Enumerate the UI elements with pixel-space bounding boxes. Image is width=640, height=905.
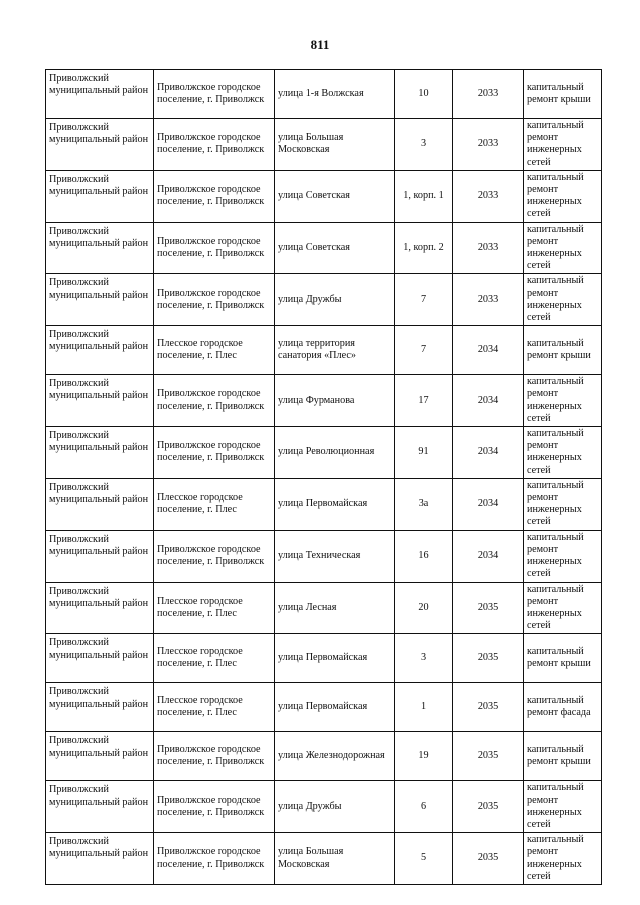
year-cell: 2033 (453, 274, 524, 326)
page-number: 811 (310, 37, 330, 52)
district-cell: Приволжский муниципальный район (46, 170, 154, 222)
street-cell: улица Первомайская (275, 478, 395, 530)
table-row (46, 326, 602, 375)
settlement-cell: Приволжское городское поселение, г. Приволжск (154, 222, 275, 274)
table-row (46, 478, 602, 530)
house-number-cell: 1 (395, 683, 453, 732)
district-cell: Приволжский муниципальный район (46, 222, 154, 274)
settlement-cell: Приволжское городское поселение, г. Приволжск (154, 530, 275, 582)
district-cell: Приволжский муниципальный район (46, 427, 154, 479)
table-row (46, 375, 602, 427)
settlement-cell: Плесское городское поселение, г. Плес (154, 683, 275, 732)
house-number-cell: 7 (395, 274, 453, 326)
year-cell: 2035 (453, 781, 524, 833)
work-type-cell: капитальный ремонт инженерных сетей (524, 833, 602, 885)
year-cell: 2035 (453, 683, 524, 732)
house-number-cell: 91 (395, 427, 453, 479)
table-row (46, 119, 602, 171)
settlement-cell: Плесское городское поселение, г. Плес (154, 582, 275, 634)
year-cell: 2035 (453, 732, 524, 781)
table-row (46, 427, 602, 479)
street-cell: улица Фурманова (275, 375, 395, 427)
house-number-cell: 10 (395, 70, 453, 119)
table-row (46, 833, 602, 885)
settlement-cell: Плесское городское поселение, г. Плес (154, 634, 275, 683)
work-type-cell: капитальный ремонт крыши (524, 732, 602, 781)
district-cell: Приволжский муниципальный район (46, 119, 154, 171)
work-type-cell: капитальный ремонт инженерных сетей (524, 478, 602, 530)
table-row (46, 732, 602, 781)
district-cell: Приволжский муниципальный район (46, 732, 154, 781)
work-type-cell: капитальный ремонт инженерных сетей (524, 119, 602, 171)
year-cell: 2033 (453, 119, 524, 171)
year-cell: 2033 (453, 70, 524, 119)
district-cell: Приволжский муниципальный район (46, 375, 154, 427)
work-type-cell: капитальный ремонт крыши (524, 70, 602, 119)
house-number-cell: 3 (395, 119, 453, 171)
work-type-cell: капитальный ремонт крыши (524, 326, 602, 375)
house-number-cell: 1, корп. 2 (395, 222, 453, 274)
settlement-cell: Приволжское городское поселение, г. Приволжск (154, 781, 275, 833)
district-cell: Приволжский муниципальный район (46, 530, 154, 582)
street-cell: улица Дружбы (275, 781, 395, 833)
year-cell: 2034 (453, 375, 524, 427)
street-cell: улица 1-я Волжская (275, 70, 395, 119)
table-row (46, 530, 602, 582)
street-cell: улица Лесная (275, 582, 395, 634)
house-number-cell: 16 (395, 530, 453, 582)
street-cell: улица Техническая (275, 530, 395, 582)
work-type-cell: капитальный ремонт инженерных сетей (524, 222, 602, 274)
work-type-cell: капитальный ремонт инженерных сетей (524, 530, 602, 582)
district-cell: Приволжский муниципальный район (46, 326, 154, 375)
year-cell: 2034 (453, 326, 524, 375)
street-cell: улица Советская (275, 222, 395, 274)
house-number-cell: 17 (395, 375, 453, 427)
district-cell: Приволжский муниципальный район (46, 274, 154, 326)
settlement-cell: Плесское городское поселение, г. Плес (154, 478, 275, 530)
street-cell: улица Большая Московская (275, 119, 395, 171)
settlement-cell: Приволжское городское поселение, г. Приволжск (154, 170, 275, 222)
district-cell: Приволжский муниципальный район (46, 781, 154, 833)
district-cell: Приволжский муниципальный район (46, 683, 154, 732)
table-row (46, 274, 602, 326)
year-cell: 2033 (453, 170, 524, 222)
repair-schedule-table (45, 69, 602, 885)
district-cell: Приволжский муниципальный район (46, 634, 154, 683)
house-number-cell: 5 (395, 833, 453, 885)
year-cell: 2034 (453, 427, 524, 479)
table-row (46, 683, 602, 732)
district-cell: Приволжский муниципальный район (46, 70, 154, 119)
settlement-cell: Приволжское городское поселение, г. Приволжск (154, 732, 275, 781)
street-cell: улица Дружбы (275, 274, 395, 326)
settlement-cell: Приволжское городское поселение, г. Приволжск (154, 375, 275, 427)
house-number-cell: 19 (395, 732, 453, 781)
settlement-cell: Приволжское городское поселение, г. Приволжск (154, 274, 275, 326)
year-cell: 2035 (453, 833, 524, 885)
street-cell: улица Советская (275, 170, 395, 222)
work-type-cell: капитальный ремонт инженерных сетей (524, 582, 602, 634)
table-row (46, 582, 602, 634)
district-cell: Приволжский муниципальный район (46, 478, 154, 530)
work-type-cell: капитальный ремонт инженерных сетей (524, 170, 602, 222)
work-type-cell: капитальный ремонт инженерных сетей (524, 427, 602, 479)
house-number-cell: 6 (395, 781, 453, 833)
table-row (46, 70, 602, 119)
district-cell: Приволжский муниципальный район (46, 833, 154, 885)
settlement-cell: Приволжское городское поселение, г. Приволжск (154, 833, 275, 885)
year-cell: 2034 (453, 530, 524, 582)
street-cell: улица территория санатория «Плес» (275, 326, 395, 375)
table-row (46, 222, 602, 274)
work-type-cell: капитальный ремонт крыши (524, 634, 602, 683)
work-type-cell: капитальный ремонт инженерных сетей (524, 274, 602, 326)
street-cell: улица Большая Московская (275, 833, 395, 885)
year-cell: 2033 (453, 222, 524, 274)
district-cell: Приволжский муниципальный район (46, 582, 154, 634)
house-number-cell: 3а (395, 478, 453, 530)
house-number-cell: 20 (395, 582, 453, 634)
settlement-cell: Приволжское городское поселение, г. Приволжск (154, 70, 275, 119)
house-number-cell: 7 (395, 326, 453, 375)
work-type-cell: капитальный ремонт инженерных сетей (524, 781, 602, 833)
settlement-cell: Приволжское городское поселение, г. Приволжск (154, 427, 275, 479)
table-row (46, 170, 602, 222)
table-row (46, 781, 602, 833)
table-row (46, 634, 602, 683)
settlement-cell: Приволжское городское поселение, г. Приволжск (154, 119, 275, 171)
year-cell: 2035 (453, 634, 524, 683)
street-cell: улица Революционная (275, 427, 395, 479)
house-number-cell: 3 (395, 634, 453, 683)
year-cell: 2035 (453, 582, 524, 634)
settlement-cell: Плесское городское поселение, г. Плес (154, 326, 275, 375)
street-cell: улица Первомайская (275, 634, 395, 683)
street-cell: улица Первомайская (275, 683, 395, 732)
table-body (46, 70, 602, 885)
street-cell: улица Железнодорожная (275, 732, 395, 781)
house-number-cell: 1, корп. 1 (395, 170, 453, 222)
work-type-cell: капитальный ремонт фасада (524, 683, 602, 732)
work-type-cell: капитальный ремонт инженерных сетей (524, 375, 602, 427)
year-cell: 2034 (453, 478, 524, 530)
